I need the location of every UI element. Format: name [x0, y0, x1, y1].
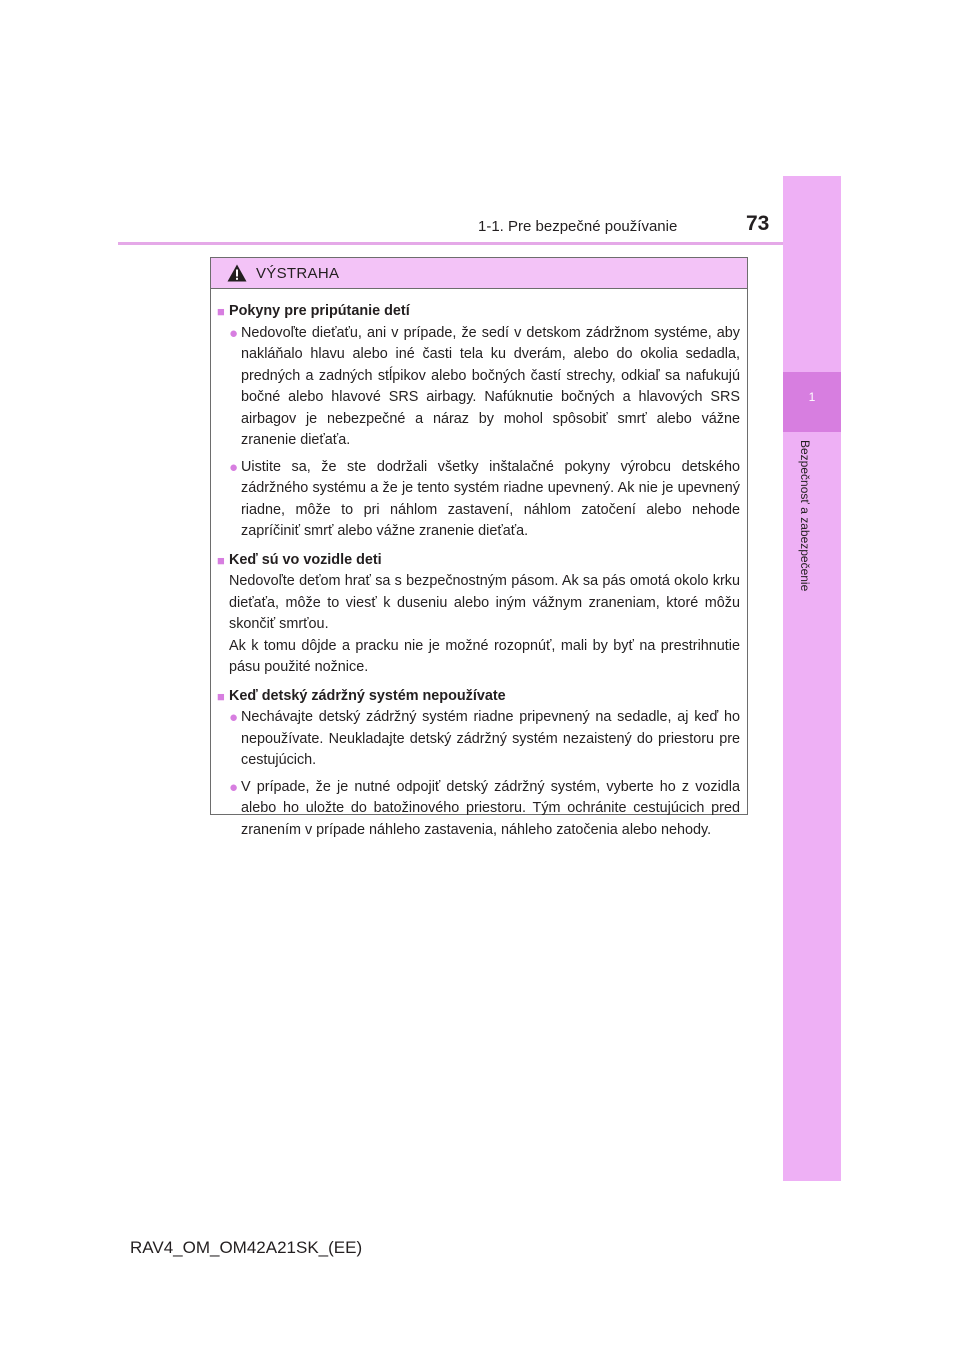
chapter-number: 1	[808, 390, 816, 404]
circle-bullet-icon: ●	[229, 709, 239, 726]
section-heading: Keď sú vo vozidle deti	[229, 551, 382, 568]
warning-section-children-in-vehicle	[217, 550, 740, 679]
warning-box	[210, 257, 748, 838]
list-item-text: Uistite sa, že ste dodržali všetky inštalačné pokyny výrobcu detského zádržného systému a že je tento systém riadne upevnený. Ak nie je upevnený riadne, môže to pri náhlom zastavení, náhlom zatočení alebo nehode zapríčiniť smrť alebo vážne zranenie dieťaťa.	[241, 458, 740, 539]
chapter-tab	[783, 176, 841, 1181]
circle-bullet-icon: ●	[229, 324, 239, 342]
list-item-text: Nedovoľte dieťaťu, ani v prípade, že sedí v detskom zádržnom systéme, aby nakláňalo hlavu alebo iné časti tela ku dverám, alebo do okolia sedadla, predných a zadných stĺpikov alebo bočných častí strechy, odkiaľ sa nafukujú bočné alebo hlavové SRS airbagy. Nafúknutie bočných a hlavových SRS airbagov je nebezpečné a náraz by mohol spôsobiť smrť alebo vážne zranenie dieťaťa.	[241, 324, 740, 448]
header-divider	[118, 242, 840, 245]
page-number: 73	[746, 212, 770, 235]
warning-body	[211, 289, 747, 841]
section-title: 1-1. Pre bezpečné používanie	[478, 218, 678, 235]
warning-title: VÝSTRAHA	[256, 264, 340, 282]
chapter-label: Bezpečnosť a zabezpečenie	[798, 440, 812, 592]
document-code: RAV4_OM_OM42A21SK_(EE)	[130, 1238, 363, 1257]
circle-bullet-icon: ●	[229, 778, 239, 796]
warning-section-unused-restraint	[217, 686, 740, 842]
paragraph: Ak k tomu dôjde a pracku nie je možné rozopnúť, mali by byť na prestrihnutie pásu použité nožnice.	[229, 637, 740, 675]
list-item-text: Nechávajte detský zádržný systém riadne pripevnený na sedadle, aj keď ho nepoužívate. Neukladajte detský zádržný systém nezaistený do priestoru pre cestujúcich.	[241, 709, 740, 768]
paragraph: Nedovoľte deťom hrať sa s bezpečnostným pásom. Ak sa pás omotá okolo krku dieťaťa, môže to viesť k duseniu alebo iným vážnym zraneniam, ktoré môžu skončiť smrťou.	[229, 573, 740, 632]
warning-triangle-icon	[227, 264, 247, 282]
square-bullet-icon: ■	[217, 552, 225, 568]
section-heading: Keď detský zádržný systém nepoužívate	[229, 687, 506, 704]
list-item	[217, 707, 740, 772]
list-item	[217, 323, 740, 452]
square-bullet-icon: ■	[217, 688, 225, 704]
warning-header	[211, 258, 747, 289]
warning-section-child-restraint	[217, 301, 740, 543]
section-heading: Pokyny pre pripútanie detí	[229, 303, 410, 319]
list-item-text: V prípade, že je nutné odpojiť detský zádržný systém, vyberte ho z vozidla alebo ho uložte do batožinového priestoru. Tým ochránite cestujúcich pred zranením v prípade náhleho zastavenia, náhleho zatočenia alebo nehody.	[241, 778, 740, 838]
circle-bullet-icon: ●	[229, 458, 239, 476]
list-item	[217, 457, 740, 543]
square-bullet-icon: ■	[217, 304, 225, 319]
list-item	[217, 777, 740, 842]
